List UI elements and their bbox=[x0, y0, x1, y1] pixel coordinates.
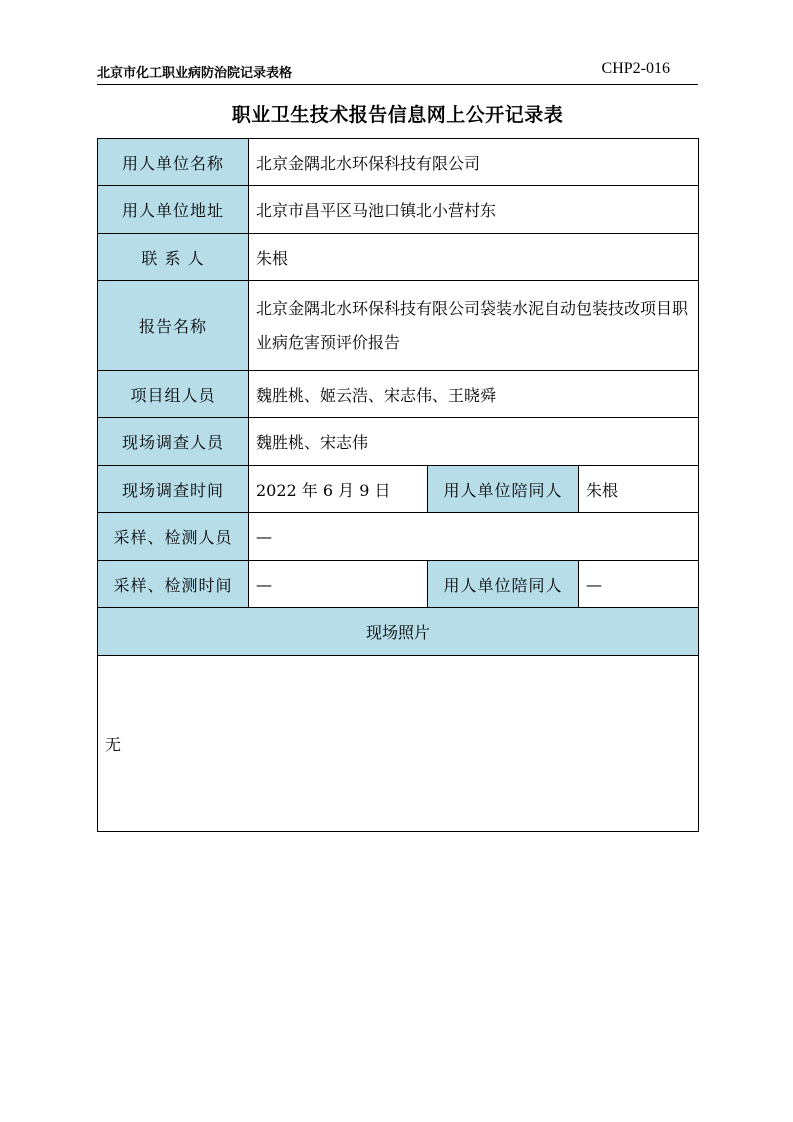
sampling-staff-value: — bbox=[249, 513, 699, 561]
row-team-members bbox=[98, 371, 699, 418]
row-contact bbox=[98, 234, 699, 281]
row-photos-body bbox=[98, 656, 699, 832]
employer-name-label: 用人单位名称 bbox=[98, 139, 249, 186]
survey-staff-value: 魏胜桃、宋志伟 bbox=[249, 418, 699, 466]
sampling-companion-label: 用人单位陪同人 bbox=[428, 561, 579, 608]
report-name-label: 报告名称 bbox=[98, 281, 249, 371]
survey-companion-label: 用人单位陪同人 bbox=[428, 466, 579, 513]
organization-name: 北京市化工职业病防治院记录表格 bbox=[97, 66, 293, 81]
survey-companion-value: 朱根 bbox=[579, 466, 699, 513]
record-table bbox=[97, 138, 699, 832]
row-sampling-staff bbox=[98, 513, 699, 561]
row-survey-time bbox=[98, 466, 699, 513]
sampling-staff-label: 采样、检测人员 bbox=[98, 513, 249, 561]
row-survey-staff bbox=[98, 418, 699, 466]
row-report-name bbox=[98, 281, 699, 371]
team-members-value: 魏胜桃、姬云浩、宋志伟、王晓舜 bbox=[249, 371, 699, 418]
sampling-time-label: 采样、检测时间 bbox=[98, 561, 249, 608]
sampling-companion-value: — bbox=[579, 561, 699, 608]
sampling-time-value: — bbox=[249, 561, 428, 608]
employer-address-label: 用人单位地址 bbox=[98, 186, 249, 234]
report-name-value: 北京金隅北水环保科技有限公司袋装水泥自动包装技改项目职业病危害预评价报告 bbox=[249, 281, 699, 371]
form-code: CHP2-016 bbox=[601, 60, 670, 77]
row-sampling-time bbox=[98, 561, 699, 608]
survey-time-label: 现场调查时间 bbox=[98, 466, 249, 513]
page-header bbox=[97, 58, 698, 85]
contact-value: 朱根 bbox=[249, 234, 699, 281]
employer-address-value: 北京市昌平区马池口镇北小营村东 bbox=[249, 186, 699, 234]
row-photos-header bbox=[98, 608, 699, 656]
photos-label: 现场照片 bbox=[98, 608, 699, 656]
row-employer-address bbox=[98, 186, 699, 234]
form-title: 职业卫生技术报告信息网上公开记录表 bbox=[231, 104, 564, 126]
survey-time-value: 2022 年 6 月 9 日 bbox=[249, 466, 428, 513]
photos-content: 无 bbox=[98, 656, 699, 832]
survey-staff-label: 现场调查人员 bbox=[98, 418, 249, 466]
contact-label: 联 系 人 bbox=[98, 234, 249, 281]
row-employer-name bbox=[98, 139, 699, 186]
employer-name-value: 北京金隅北水环保科技有限公司 bbox=[249, 139, 699, 186]
team-members-label: 项目组人员 bbox=[98, 371, 249, 418]
